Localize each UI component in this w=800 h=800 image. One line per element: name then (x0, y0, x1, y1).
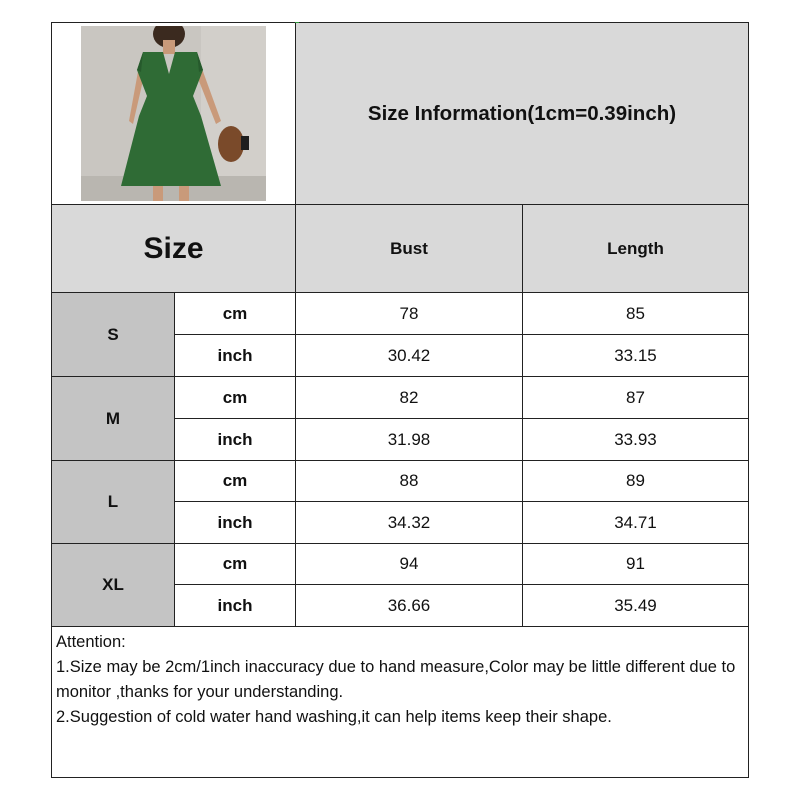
table-cell: 34.71 (522, 501, 748, 543)
unit-label-inch: inch (174, 418, 295, 460)
table-cell: 33.93 (522, 418, 748, 460)
table-cell: 87 (522, 376, 748, 418)
table-cell: 35.49 (522, 584, 748, 626)
attention-heading: Attention: (56, 633, 126, 651)
table-cell: 82 (295, 376, 522, 418)
unit-label-cm: cm (174, 543, 295, 584)
unit-label-cm: cm (174, 292, 295, 334)
unit-label-cm: cm (174, 460, 295, 501)
table-cell: 88 (295, 460, 522, 501)
table-cell: 36.66 (295, 584, 522, 626)
note-line: 1.Size may be 2cm/1inch inaccuracy due to hand measure,Color may be little different due to monitor ,thanks for your understanding. (56, 658, 740, 701)
size-header: Size (52, 204, 295, 292)
unit-label-inch: inch (174, 501, 295, 543)
unit-label-inch: inch (174, 584, 295, 626)
table-cell: 94 (295, 543, 522, 584)
attention-notes (52, 626, 748, 778)
table-cell: 91 (522, 543, 748, 584)
product-photo-cell (52, 23, 295, 204)
table-cell: 34.32 (295, 501, 522, 543)
size-label-xl: XL (52, 543, 174, 626)
column-header-length: Length (522, 204, 748, 292)
size-label-l: L (52, 460, 174, 543)
table-cell: 31.98 (295, 418, 522, 460)
column-header-bust: Bust (295, 204, 522, 292)
size-chart (51, 22, 749, 778)
unit-label-inch: inch (174, 334, 295, 376)
table-cell: 30.42 (295, 334, 522, 376)
note-line: 2.Suggestion of cold water hand washing,it can help items keep their shape. (56, 708, 612, 726)
size-label-m: M (52, 376, 174, 460)
unit-label-cm: cm (174, 376, 295, 418)
table-cell: 33.15 (522, 334, 748, 376)
table-cell: 78 (295, 292, 522, 334)
size-label-s: S (52, 292, 174, 376)
table-cell: 89 (522, 460, 748, 501)
table-cell: 85 (522, 292, 748, 334)
green-dress-photo (81, 26, 266, 201)
page-title: Size Information(1cm=0.39inch) (295, 23, 748, 204)
